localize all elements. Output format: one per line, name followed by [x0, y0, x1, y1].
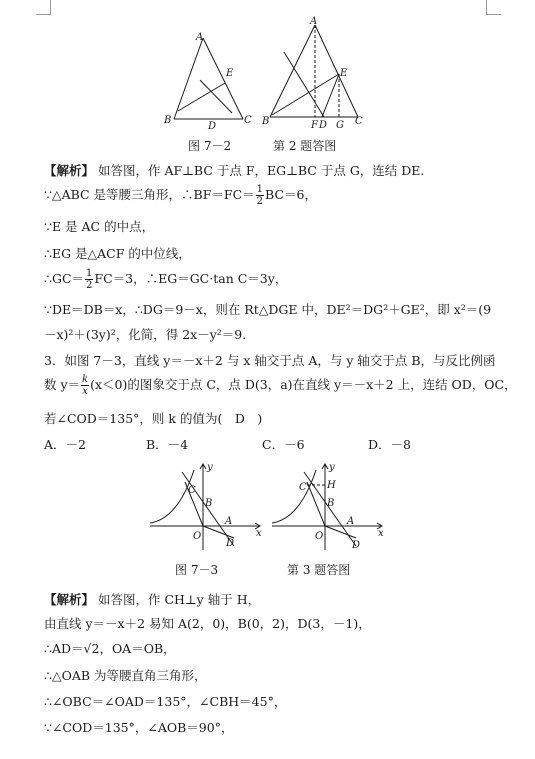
label-c: C — [244, 115, 252, 126]
label-b: B — [327, 498, 335, 509]
option-c: C．－6 — [262, 437, 305, 452]
solution-3-line-3: ∴AD＝√2，OA＝OB， — [44, 641, 176, 656]
solution-tag: 【解析】 — [44, 163, 95, 178]
label-h: H — [327, 480, 336, 491]
fraction-one-half: $\frac{1}{2}$ — [256, 184, 264, 207]
option-d: D．－8 — [368, 437, 411, 452]
answer-figure-2-caption: 第 2 题答图 — [273, 139, 337, 153]
option-b: B．－4 — [146, 437, 189, 452]
label-g: G — [336, 120, 344, 130]
problem-3-line-1: 3．如图 7－3，直线 y＝－x＋2 与 x 轴交于点 A，与 y 轴交于点 B，与反比例函 — [44, 353, 496, 368]
solution-2-line-3: ∵E 是 AC 的中点， — [44, 219, 155, 234]
label-d: D — [226, 538, 235, 549]
option-a: A．－2 — [44, 437, 86, 452]
figure-7-3-caption: 图 7－3 — [175, 563, 219, 577]
figure-7-2-caption: 图 7－2 — [188, 139, 232, 153]
label-f: F — [311, 120, 318, 130]
solution-3-line-6: ∵∠COD＝135°，∠AOB＝90°， — [44, 720, 234, 735]
solution-2-line-6: ∵DE＝DB＝x，∴DG＝9－x，则在 Rt△DGE 中，DE²＝DG²＋GE²，即 x²＝(9 — [44, 302, 492, 317]
solution-2-line-1: 【解析】 如答图，作 AF⊥BC 于点 F，EG⊥BC 于点 G，连结 DE. — [44, 163, 425, 178]
label-d: D — [208, 121, 217, 132]
label-o: O — [315, 531, 324, 542]
label-x: x — [378, 528, 384, 539]
problem-3-line-3: 若∠COD＝135°，则 k 的值为( D ) — [44, 411, 263, 426]
label-e: E — [340, 68, 348, 79]
solution-3-line-5: ∴∠OBC＝∠OAD＝135°，∠CBH＝45°， — [44, 694, 287, 709]
solution-tag: 【解析】 — [44, 592, 95, 607]
fraction-k-over-x: $\frac{k}{x}$ — [82, 374, 89, 397]
figure-7-3 — [148, 460, 266, 555]
label-c: C — [188, 485, 196, 496]
label-b: B — [164, 115, 172, 126]
label-a: A — [310, 16, 318, 27]
label-d: D — [319, 120, 328, 130]
label-c: C — [299, 482, 307, 493]
label-a: A — [196, 32, 204, 43]
label-y: y — [207, 462, 213, 473]
label-x: x — [256, 528, 262, 539]
solution-3-line-1: 【解析】 如答图，作 CH⊥y 轴于 H， — [44, 592, 261, 607]
label-e: E — [226, 68, 234, 79]
crop-mark-right — [486, 0, 501, 15]
sqrt-two: √2 — [83, 641, 100, 656]
solution-2-line-5: ∴GC＝ $\frac{1}{2}$ FC＝3，∴EG＝GC·tan C＝3y， — [44, 268, 288, 291]
label-b: B — [205, 498, 213, 509]
answer-figure-3-caption: 第 3 题答图 — [287, 563, 351, 577]
solution-3-line-2: 由直线 y＝－x＋2 易知 A(2，0)，B(0，2)，D(3，－1)， — [44, 616, 371, 631]
label-b: B — [262, 116, 270, 127]
label-o: O — [193, 531, 202, 542]
solution-2-line-7: －x)²＋(3y)²，化简，得 2x－y²＝9. — [44, 327, 247, 342]
answer-figure-3 — [270, 460, 388, 555]
label-a: A — [347, 516, 355, 527]
solution-2-line-2: ∵△ABC 是等腰三角形，∴BF＝FC＝ $\frac{1}{2}$ BC＝6， — [44, 184, 317, 207]
figure-7-2 — [160, 28, 260, 133]
label-c: C — [355, 116, 363, 127]
label-d: D — [352, 540, 361, 551]
label-y: y — [329, 462, 335, 473]
crop-mark-left — [36, 0, 51, 15]
fraction-one-half: $\frac{1}{2}$ — [86, 268, 93, 291]
solution-2-line-4: ∴EG 是△ACF 的中位线， — [44, 246, 191, 261]
solution-3-line-4: ∴△OAB 为等腰直角三角形， — [44, 668, 207, 683]
label-a: A — [225, 516, 233, 527]
answer-figure-2 — [262, 12, 367, 130]
problem-3-line-2: 数 y＝ $\frac{k}{x}$ (x＜0)的图象交于点 C，点 D(3，a)在直线 y＝－x＋2 上，连结 OD，OC， — [44, 374, 517, 397]
